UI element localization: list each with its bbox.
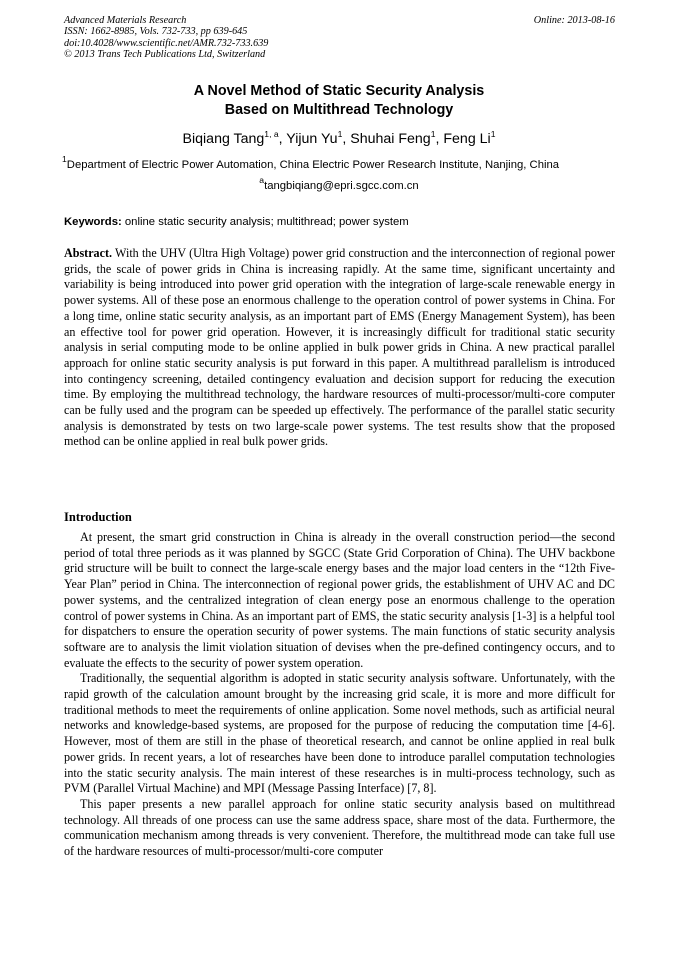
email-sup: a <box>259 175 265 185</box>
author-sup: 1 <box>337 129 343 139</box>
paragraph: This paper presents a new parallel approach for online static security analysis based on multithread technology. All threads of one process can use the same address space, share most of the data. Furthermore, the communication mechanism among threads is very convenient. Therefore, the multithread mode can take full use of the hardware resources of multi-processor/multi-core computer <box>64 796 615 859</box>
author-list <box>0 130 678 148</box>
abstract-text: With the UHV (Ultra High Voltage) power grid construction and the interconnection of regional power grids, the scale of power grids in China is increasing rapidly. At the same time, significant uncertainty and variability is being introduced into power grid operation with the integration of large-scale renewable energy in power systems. All of these pose an enormous challenge to the operation control of power systems in China. For a long time, online static security analysis, as an important part of EMS (Energy Management System), has been an effective tool for power grid operation. However, it is increasingly difficult for traditional static security analysis in serial computing mode to be online applied in bulk power grids in China. A new practical parallel approach for online static security analysis is put forward in this paper. A multithread parallelism is introduced into contingency screening, detailed contingency evaluation and decision support for reducing the execution time. By employing the multithread technology, the hardware resources of multi-processor/multi-core computer can be fully used and the program can be speeded up effectively. The performance of the parallel static security analysis is demonstrated by tests on two large-scale power systems. The test results show that the proposed method can be online applied in real bulk power grids. <box>64 246 615 449</box>
author-sup: 1 <box>430 129 436 139</box>
keywords-label: Keywords: <box>64 216 122 228</box>
journal-header <box>64 15 268 60</box>
author-separator: , <box>435 131 444 147</box>
keywords-text: online static security analysis; multithread; power system <box>121 216 409 228</box>
journal-name: Advanced Materials Research <box>64 15 187 26</box>
abstract <box>64 246 615 450</box>
abstract-label: Abstract. <box>64 246 113 260</box>
paper-title <box>0 82 678 119</box>
title-line-1: A Novel Method of Static Security Analysis <box>193 83 485 99</box>
author-name: Yijun Yu <box>286 131 338 147</box>
affiliation-sup: 1 <box>62 154 67 164</box>
section-heading-introduction: Introduction <box>64 510 132 524</box>
author-email <box>0 175 678 193</box>
copyright-line: © 2013 Trans Tech Publications Ltd, Switzerland <box>64 48 266 60</box>
title-line-2: Based on Multithread Technology <box>224 101 454 118</box>
keywords <box>64 215 616 229</box>
author-sup: 1, a <box>264 129 279 139</box>
affiliation <box>62 154 622 172</box>
author-name: Biqiang Tang <box>182 131 265 147</box>
author-separator: , <box>342 131 351 147</box>
introduction-body <box>64 530 615 860</box>
paragraph: At present, the smart grid construction in China is already in the overall construction period—the second period of total three periods as it was planned by SGCC (State Grid Corporation of China). The UHV backbone grid structure will be built to connect the large-scale energy bases and the major load centers in the “12th Five-Year Plan” period in China. The interconnection of regional power grids, the establishment of UHV AC and DC power systems, and the centralized integration of clean energy pose an enormous challenge to the operation control of power systems in China. As an important part of EMS, the static security analysis [1-3] is a helpful tool for dispatchers to ensure the operation security of power systems. The main functions of static security analysis software are to analysis the limit violation situation of devises when the pre-defined contingency occurs, and to evaluate the effects to the security of power system operation. <box>64 530 615 670</box>
author-sup: 1 <box>490 129 496 139</box>
affiliation-text: Department of Electric Power Automation, China Electric Power Research Institute, Nanjing, China <box>66 159 560 171</box>
doi-line[interactable]: doi:10.4028/www.scientific.net/AMR.732-733.639 <box>64 37 269 49</box>
author-name: Feng Li <box>443 131 491 147</box>
issn-line: ISSN: 1662-8985, Vols. 732-733, pp 639-645 <box>64 26 248 38</box>
paragraph: Traditionally, the sequential algorithm is adopted in static security analysis software. Unfortunately, with the rapid growth of the calculation amount brought by the increasing grid scale, it is more and more difficult for traditional methods to meet the requirements of online application. Some novel methods, such as artificial neural networks and knowledge-based systems, are proposed for the purpose of reducing the computation time [4-6]. However, most of them are still in the phase of theoretical research, and cannot be online applied in real bulk power grids. In recent years, a lot of researches have been done to introduce parallel computation technologies into the static security analysis. The main interest of these researches is in multi-process technology, such as PVM (Parallel Virtual Machine) and MPI (Message Passing Interface) [7, 8]. <box>64 671 615 796</box>
online-date: Online: 2013-08-16 <box>533 15 615 26</box>
author-name: Shuhai Feng <box>350 131 431 147</box>
author-separator: , <box>278 131 287 147</box>
email-text[interactable]: tangbiqiang@epri.sgcc.com.cn <box>264 180 419 192</box>
